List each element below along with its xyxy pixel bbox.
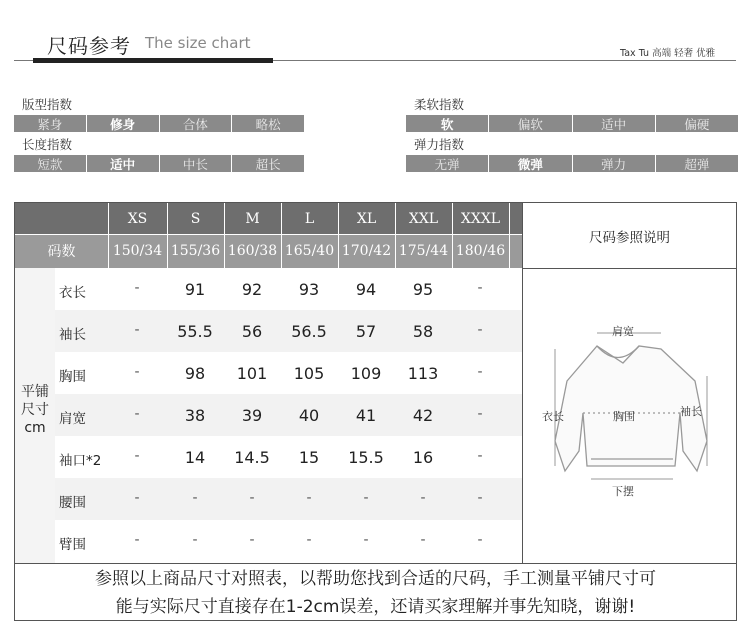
measure-value: 14.5: [234, 448, 270, 467]
header-separator: [15, 234, 522, 235]
elasticity-option: 弹力: [573, 155, 656, 172]
measure-value: 105: [293, 364, 325, 383]
size-m: M: [245, 210, 260, 227]
chest-label: 胸围: [613, 410, 635, 423]
measure-value: 95: [412, 280, 434, 299]
brand-tagline: Tax Tu 高端 轻奢 优雅: [620, 48, 716, 59]
length-option-selected: 适中: [87, 155, 160, 172]
sleeve-label: 袖长: [680, 405, 702, 418]
softness-index-label: 柔软指数: [414, 97, 465, 112]
measure-value: 38: [184, 406, 206, 425]
measure-value: -: [363, 532, 369, 548]
group-label-line: 平铺: [21, 384, 49, 400]
header-separator: [395, 203, 396, 268]
header-separator: [167, 203, 168, 268]
size-xl: XL: [356, 210, 377, 227]
fit-option: 紧身: [14, 115, 87, 132]
code-xxl: 175/44: [398, 243, 449, 259]
header-separator: [108, 203, 109, 268]
measure-value: -: [363, 490, 369, 506]
softness-option: 偏硬: [656, 115, 738, 132]
group-label: [15, 383, 55, 437]
measure-value: 39: [241, 406, 263, 425]
diagram-heading-divider: [522, 268, 736, 269]
fit-index-label: 版型指数: [22, 97, 73, 112]
size-xxxl: XXXL: [460, 210, 501, 227]
measure-value: -: [134, 364, 140, 380]
fit-option: 合体: [160, 115, 233, 132]
elasticity-option: 无弹: [406, 155, 489, 172]
softness-option: 适中: [573, 115, 656, 132]
measure-value: 15: [298, 448, 320, 467]
measure-value: 57: [355, 322, 377, 341]
code-label: 码数: [47, 244, 76, 260]
measure-value: -: [249, 532, 255, 548]
measure-value: -: [477, 364, 483, 380]
measure-value: 93: [298, 280, 320, 299]
header-separator: [281, 203, 282, 268]
measure-value: -: [477, 322, 483, 338]
measure-value: 55.5: [177, 322, 213, 341]
measure-value: -: [477, 448, 483, 464]
remark-line: 参照以上商品尺寸对照表，以帮助您找到合适的尺码，手工测量平铺尺寸可: [95, 569, 656, 589]
measure-label: 腰围: [59, 495, 86, 511]
group-label-line: cm: [24, 420, 46, 436]
softness-index-scale: [406, 115, 738, 132]
measure-label: 臂围: [59, 537, 86, 553]
diagram-heading: 尺码参照说明: [589, 229, 670, 246]
measure-value: 41: [355, 406, 377, 425]
elasticity-index-label: 弹力指数: [414, 137, 465, 152]
length-option: 短款: [14, 155, 87, 172]
length-index-scale: [14, 155, 304, 172]
measure-value: 16: [412, 448, 434, 467]
measure-value: -: [134, 532, 140, 548]
measure-label: 胸围: [59, 369, 86, 385]
measure-value: 101: [236, 364, 268, 383]
measure-value: 14: [184, 448, 206, 467]
measure-value: -: [192, 532, 198, 548]
measure-value: -: [477, 532, 483, 548]
measure-value: 91: [184, 280, 206, 299]
measure-value: -: [306, 490, 312, 506]
size-table: [14, 202, 737, 621]
softness-option: 偏软: [489, 115, 572, 132]
measure-value: 42: [412, 406, 434, 425]
length-label: 衣长: [542, 410, 564, 423]
measure-value: 113: [407, 364, 439, 383]
header-separator: [509, 203, 510, 268]
measure-value: -: [477, 406, 483, 422]
size-xxl: XXL: [408, 210, 439, 227]
code-s: 155/36: [170, 243, 221, 259]
measure-value: 92: [241, 280, 263, 299]
code-m: 160/38: [227, 243, 278, 259]
measure-value: 58: [412, 322, 434, 341]
measure-value: -: [477, 490, 483, 506]
measure-label: 袖长: [59, 327, 86, 343]
fit-index-scale: [14, 115, 304, 132]
measure-value: -: [134, 490, 140, 506]
measure-value: -: [134, 448, 140, 464]
measure-value: 40: [298, 406, 320, 425]
length-option: 超长: [232, 155, 304, 172]
fit-option-selected: 修身: [87, 115, 160, 132]
size-xs: XS: [127, 210, 148, 227]
measure-label: 衣长: [59, 285, 86, 301]
elasticity-index-scale: [406, 155, 738, 172]
measure-value: -: [192, 490, 198, 506]
size-remark: [15, 563, 736, 621]
measure-value: 109: [350, 364, 382, 383]
code-xs: 150/34: [112, 243, 163, 259]
length-option: 中长: [160, 155, 233, 172]
measure-value: 15.5: [348, 448, 384, 467]
measure-value: -: [420, 532, 426, 548]
code-xl: 170/42: [341, 243, 392, 259]
shoulder-label: 肩宽: [612, 325, 634, 338]
page-title: 尺码参考: [47, 34, 131, 58]
measure-value: 98: [184, 364, 206, 383]
group-label-line: 尺寸: [21, 402, 49, 418]
code-xxxl: 180/46: [455, 243, 506, 259]
code-l: 165/40: [284, 243, 335, 259]
measure-value: 94: [355, 280, 377, 299]
measure-value: -: [134, 322, 140, 338]
measure-value: -: [134, 406, 140, 422]
hem-label: 下摆: [612, 485, 634, 498]
size-s: S: [190, 210, 201, 227]
measure-value: -: [249, 490, 255, 506]
header-separator: [452, 203, 453, 268]
length-index-label: 长度指数: [22, 137, 73, 152]
measure-value: -: [477, 280, 483, 296]
header-accent-bar: [33, 58, 273, 63]
measure-value: -: [134, 280, 140, 296]
measure-value: 56.5: [291, 322, 327, 341]
measure-value: 56: [241, 322, 263, 341]
measure-label: 肩宽: [59, 411, 86, 427]
header-separator: [338, 203, 339, 268]
page-subtitle: The size chart: [145, 34, 251, 52]
header-separator: [224, 203, 225, 268]
elasticity-option: 超弹: [656, 155, 738, 172]
measure-value: -: [420, 490, 426, 506]
softness-option-selected: 软: [406, 115, 489, 132]
remark-line: 能与实际尺寸直接存在1-2cm误差，还请买家理解并事先知晓，谢谢!: [115, 597, 636, 617]
size-l: L: [304, 210, 315, 227]
measure-label: 袖口*2: [59, 453, 102, 469]
measure-value: -: [306, 532, 312, 548]
elasticity-option-selected: 微弹: [489, 155, 572, 172]
fit-option: 略松: [232, 115, 304, 132]
